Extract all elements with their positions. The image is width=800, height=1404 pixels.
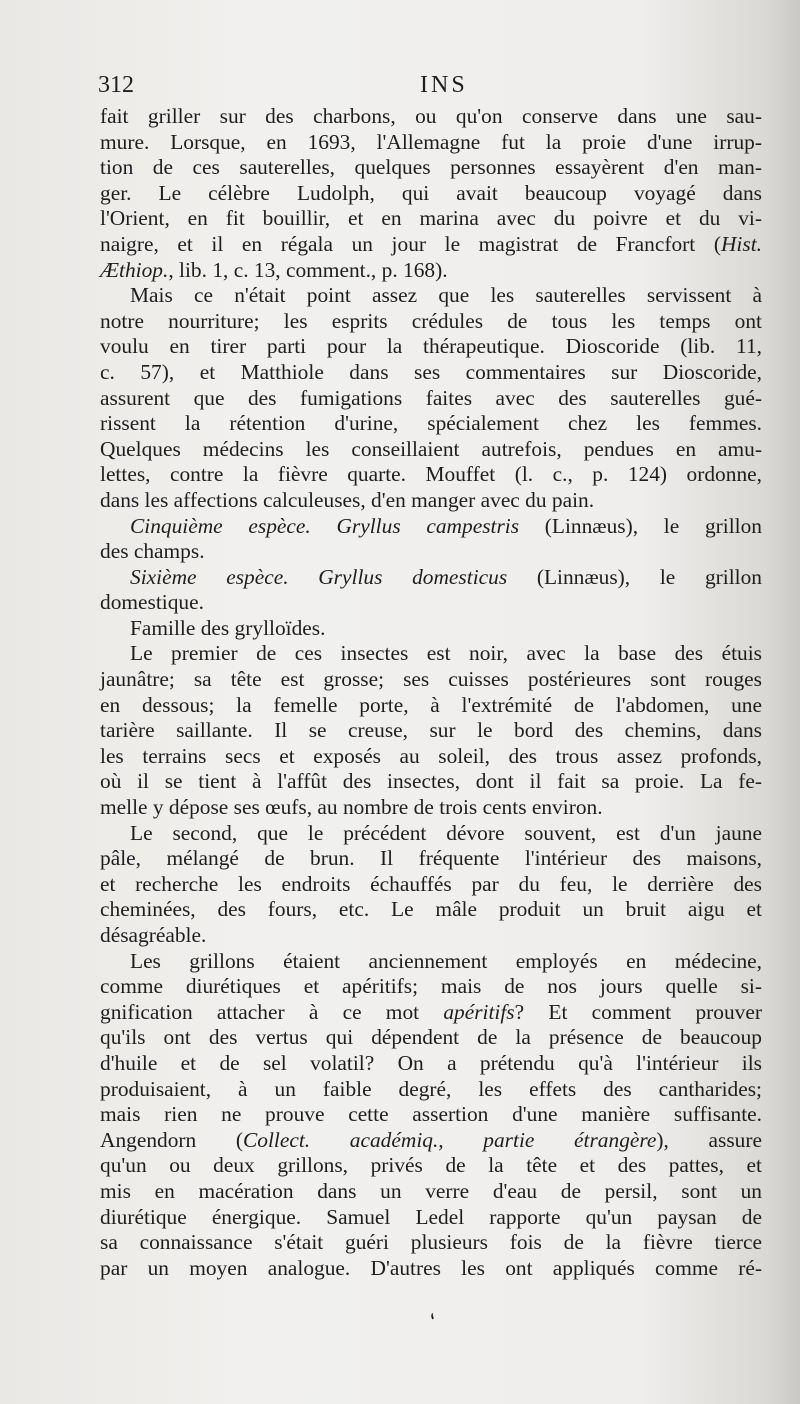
species-heading: Cinquième espèce. Gryllus campestris (130, 513, 520, 538)
text-line (100, 514, 762, 540)
text-line: fait griller sur des charbons, ou qu'on conserve dans une sau- (100, 104, 762, 128)
text-run: Angendorn ( (100, 1127, 244, 1152)
text-line: d'huile et de sel volatil? On a prétendu qu'à l'intérieur ils (100, 1050, 762, 1075)
text-run: , lib. 1, c. 13, comment., p. 168). (168, 257, 448, 282)
text-run: naigre, et il en régala un jour le magistrat de Francfort ( (100, 231, 721, 256)
text-line: ger. Le célèbre Ludolph, qui avait beaucoup voyagé dans (100, 180, 762, 205)
text-line: Les grillons étaient anciennement employés en médecine, (130, 948, 762, 973)
text-line: sa connaissance s'était guéri plusieurs fois de la fièvre tierce (100, 1230, 762, 1255)
text-line: en dessous; la femelle porte, à l'extrémité de l'abdomen, une (100, 692, 762, 717)
text-line: Le premier de ces insectes est noir, avec la base des étuis (130, 641, 762, 666)
text-line: cheminées, des fours, etc. Le mâle produit un bruit aigu et (100, 897, 762, 922)
running-head: INS (420, 72, 468, 98)
text-line (100, 232, 762, 258)
text-line (100, 565, 762, 591)
text-line: les terrains secs et exposés au soleil, des trous assez profonds, (100, 743, 762, 768)
text-run: ? Et comment prouver (514, 999, 762, 1024)
text-run: ), assure (656, 1127, 762, 1152)
text-line: Quelques médecins les conseillaient autrefois, pendues en amu- (100, 436, 762, 461)
text-run: gnification attacher à ce mot (100, 999, 444, 1024)
text-run: (Linnæus), le grillon (507, 564, 762, 589)
citation-italic: Collect. académiq., partie étrangère (243, 1127, 657, 1152)
text-line: pâle, mélangé de brun. Il fréquente l'intérieur des maisons, (100, 846, 762, 871)
citation-italic: Æthiop. (100, 257, 169, 282)
text-line: assurent que des fumigations faites avec des sauterelles gué- (100, 385, 762, 410)
text-line: domestique. (100, 590, 204, 615)
text-line: qu'ils ont des vertus qui dépendent de la présence de beaucoup (100, 1025, 762, 1050)
text-line: par un moyen analogue. D'autres les ont appliqués comme ré- (100, 1255, 762, 1280)
text-line: et recherche les endroits échauffés par du feu, le derrière des (100, 871, 762, 896)
family-heading: Famille des grylloïdes. (130, 615, 326, 640)
text-line: dans les affections calculeuses, d'en manger avec du pain. (100, 487, 595, 512)
text-line (100, 1128, 762, 1154)
text-line: Le second, que le précédent dévore souvent, est d'un jaune (130, 820, 762, 845)
citation-italic: Hist. (720, 231, 762, 256)
text-line (100, 258, 762, 284)
emphasis-italic: apéritifs (443, 999, 515, 1024)
text-line: melle y dépose ses œufs, au nombre de trois cents environ. (100, 795, 603, 820)
text-line: tion de ces sauterelles, quelques personnes essayèrent d'en man- (100, 155, 762, 180)
text-line: notre nourriture; les esprits crédules de tous les temps ont (100, 308, 762, 333)
text-line: mais rien ne prouve cette assertion d'une manière suffisante. (100, 1102, 762, 1127)
text-line: désagréable. (100, 923, 207, 947)
ink-mark: ʻ (426, 1309, 445, 1336)
text-line (100, 1000, 762, 1026)
text-line: c. 57), et Matthiole dans ses commentaires sur Dioscoride, (100, 359, 762, 384)
text-line: jaunâtre; sa tête est grosse; ses cuisses postérieures sont rouges (100, 667, 762, 692)
text-line: diurétique énergique. Samuel Ledel rapporte qu'un paysan de (100, 1204, 762, 1229)
text-line: rissent la rétention d'urine, spécialement chez les femmes. (100, 411, 762, 436)
text-line: tarière saillante. Il se creuse, sur le bord des chemins, dans (100, 718, 762, 743)
text-run: (Linnæus), le grillon (519, 513, 762, 538)
text-line: mure. Lorsque, en 1693, l'Allemagne fut la proie d'une irrup- (100, 129, 762, 154)
text-line: où il se tient à l'affût des insectes, dont il fait sa proie. La fe- (100, 769, 762, 794)
text-line: voulu en tirer parti pour la thérapeutique. Dioscoride (lib. 11, (100, 334, 762, 359)
body-text (100, 104, 762, 1281)
text-line: Mais ce n'était point assez que les sauterelles servissent à (130, 283, 762, 308)
text-line: mis en macération dans un verre d'eau de persil, sont un (100, 1178, 762, 1203)
text-line: lettes, contre la fièvre quarte. Mouffet (l. c., p. 124) ordonne, (100, 462, 762, 487)
text-line: des champs. (100, 539, 205, 564)
text-line: produisaient, à un faible degré, les effets des cantharides; (100, 1076, 762, 1101)
text-line: qu'un ou deux grillons, privés de la tête et des pattes, et (100, 1153, 762, 1178)
species-heading: Sixième espèce. Gryllus domesticus (130, 564, 508, 589)
text-line: comme diurétiques et apéritifs; mais de nos jours quelle si- (100, 974, 762, 999)
page-header (98, 72, 758, 108)
page-number: 312 (98, 72, 134, 98)
text-line: l'Orient, en fit bouillir, et en marina avec du poivre et du vi- (100, 206, 762, 231)
